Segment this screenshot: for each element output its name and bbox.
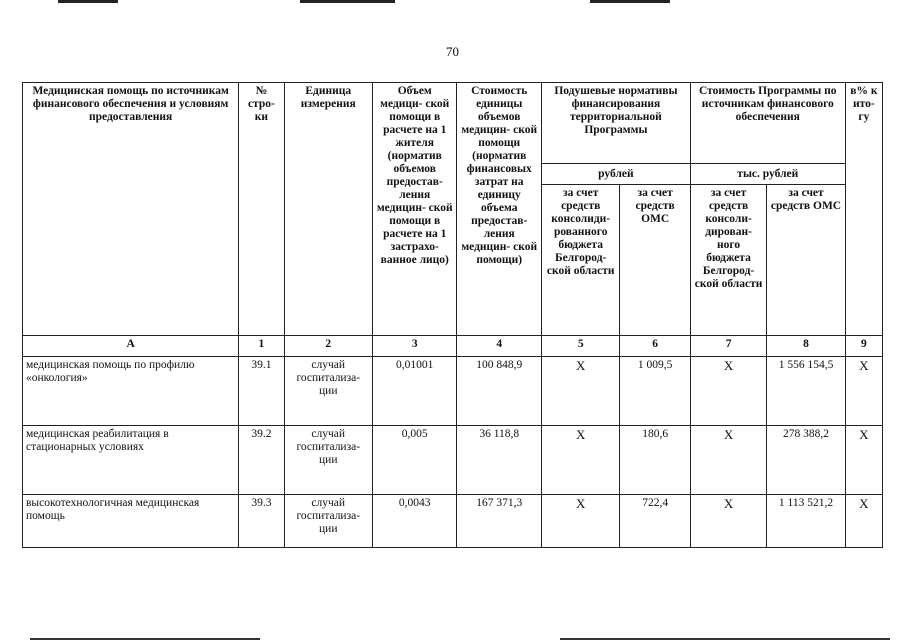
index-cell: 3 <box>373 336 457 357</box>
scan-edge-top-mid <box>300 0 395 3</box>
header-oms-8: за счет средств ОМС <box>767 185 845 336</box>
volume-value: 0,01001 <box>373 357 457 426</box>
volume-value: 0,005 <box>373 426 457 495</box>
care-name: медицинская реабилитация в стационарных условиях <box>23 426 239 495</box>
volume-value: 0,0043 <box>373 495 457 548</box>
header-percent: в% к ито- гу <box>845 83 882 336</box>
header-per-capita: Подушевые нормативы финансирования территориальной Программы <box>541 83 690 164</box>
index-cell: 4 <box>457 336 541 357</box>
table-row <box>23 495 883 548</box>
index-cell: 5 <box>541 336 619 357</box>
cost-value: 36 118,8 <box>457 426 541 495</box>
row-number: 39.1 <box>239 357 284 426</box>
header-unit: Единица измерения <box>284 83 373 336</box>
row-number: 39.3 <box>239 495 284 548</box>
col8-value: 1 113 521,2 <box>767 495 845 548</box>
index-cell: 6 <box>620 336 690 357</box>
header-budget-7: за счет средств консоли- дирован- ного бюджета Белгород- ской области <box>690 185 766 336</box>
table-row <box>23 357 883 426</box>
header-program-cost: Стоимость Программы по источникам финансового обеспечения <box>690 83 845 164</box>
col7-value: X <box>690 495 766 548</box>
col5-value: X <box>541 426 619 495</box>
care-name: медицинская помощь по профилю «онкология» <box>23 357 239 426</box>
financing-table <box>22 82 883 548</box>
index-cell: 2 <box>284 336 373 357</box>
scan-edge-top-left <box>58 0 118 3</box>
unit-value: случай госпитализа- ции <box>284 495 373 548</box>
scan-edge-top-right <box>590 0 670 3</box>
header-cost: Стоимость единицы объемов медицин- ской помощи (норматив финансовых затрат на единицу объема предостав- ления медицин- ской помощи) <box>457 83 541 336</box>
header-care: Медицинская помощь по источникам финансового обеспечения и условиям предоставления <box>23 83 239 336</box>
index-row <box>23 336 883 357</box>
col7-value: X <box>690 357 766 426</box>
header-budget-5: за счет средств консолиди- рованного бюджета Белгород- ской области <box>541 185 619 336</box>
header-row-number: № стро- ки <box>239 83 284 336</box>
col6-value: 722,4 <box>620 495 690 548</box>
header-volume: Объем медици- ской помощи в расчете на 1 жителя (норматив объемов предостав- ления медицин- ской помощи в расчете на 1 застрахо- ванное лицо) <box>373 83 457 336</box>
row-number: 39.2 <box>239 426 284 495</box>
col6-value: 180,6 <box>620 426 690 495</box>
index-cell: 1 <box>239 336 284 357</box>
header-row-1 <box>23 83 883 164</box>
table-row <box>23 426 883 495</box>
cost-value: 167 371,3 <box>457 495 541 548</box>
header-rubles: рублей <box>541 164 690 185</box>
col8-value: 1 556 154,5 <box>767 357 845 426</box>
unit-value: случай госпитализа- ции <box>284 357 373 426</box>
col7-value: X <box>690 426 766 495</box>
col9-value: X <box>845 426 882 495</box>
cost-value: 100 848,9 <box>457 357 541 426</box>
index-cell: 9 <box>845 336 882 357</box>
page-number: 70 <box>446 44 459 59</box>
index-cell: 8 <box>767 336 845 357</box>
col9-value: X <box>845 495 882 548</box>
unit-value: случай госпитализа- ции <box>284 426 373 495</box>
col8-value: 278 388,2 <box>767 426 845 495</box>
index-cell: А <box>23 336 239 357</box>
header-thousand-rubles: тыс. рублей <box>690 164 845 185</box>
index-cell: 7 <box>690 336 766 357</box>
care-name: высокотехнологичная медицинская помощь <box>23 495 239 548</box>
col6-value: 1 009,5 <box>620 357 690 426</box>
col5-value: X <box>541 495 619 548</box>
col5-value: X <box>541 357 619 426</box>
col9-value: X <box>845 357 882 426</box>
header-oms-6: за счет средств ОМС <box>620 185 690 336</box>
